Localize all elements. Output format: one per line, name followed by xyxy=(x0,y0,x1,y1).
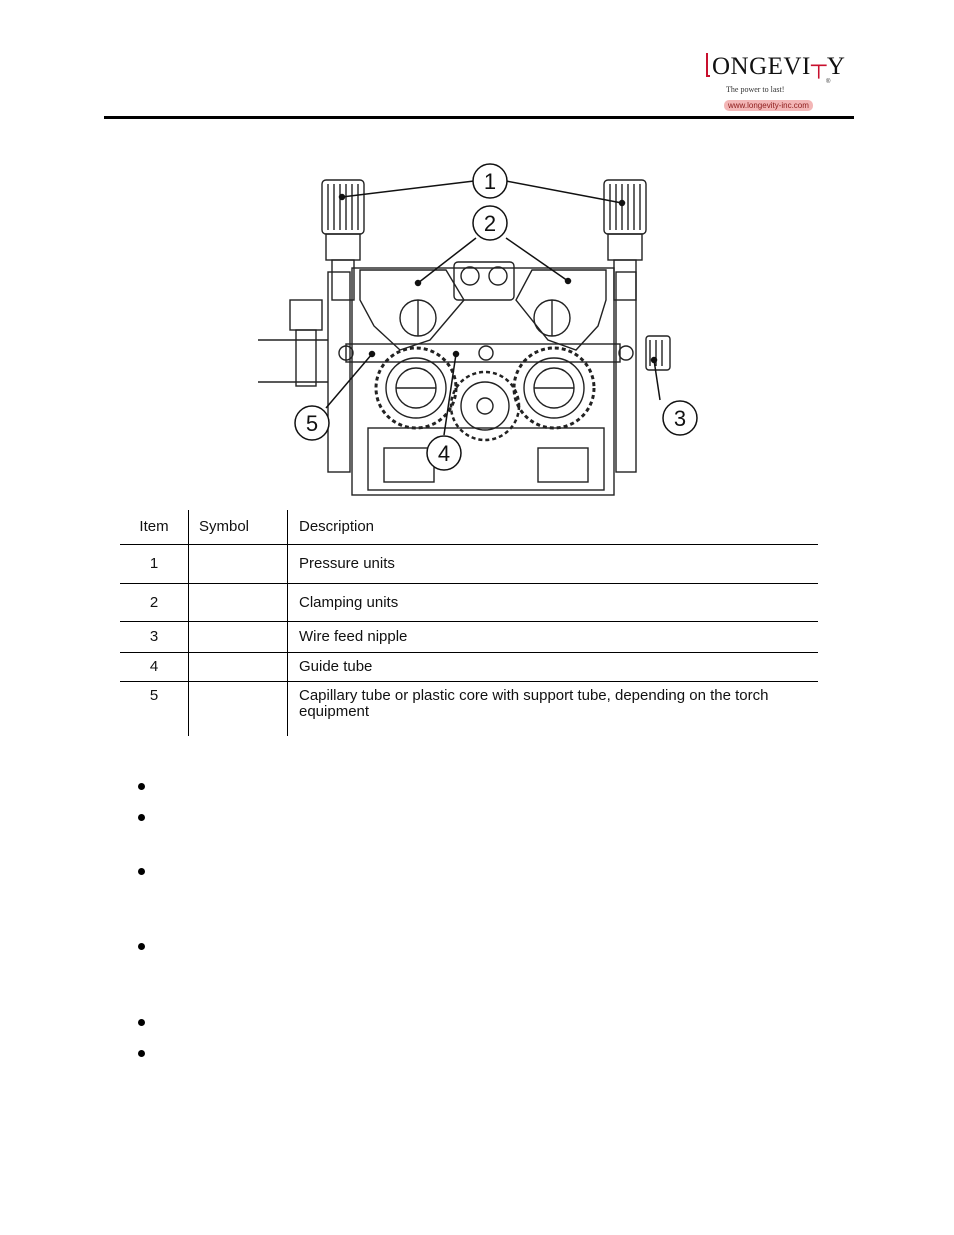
table-row xyxy=(120,682,818,737)
cell-item: 2 xyxy=(120,584,189,622)
header-symbol: Symbol xyxy=(189,510,288,545)
logo-t-mark: ┬ xyxy=(810,52,827,77)
bullet-marker xyxy=(138,1050,145,1057)
cell-item: 4 xyxy=(120,653,189,682)
header-item: Item xyxy=(120,510,189,545)
table-row xyxy=(120,653,818,682)
cell-description: Wire feed nipple xyxy=(288,622,819,653)
center-gear xyxy=(451,372,519,440)
cell-item: 5 xyxy=(149,687,159,704)
inlet-fitting xyxy=(258,300,328,386)
bullet-marker xyxy=(138,814,145,821)
cell-description: Capillary tube or plastic core with support tube, depending on the torch equipment xyxy=(299,687,769,720)
bullet-marker xyxy=(138,868,145,875)
bullet-marker xyxy=(138,1019,145,1026)
callout-label-5: 5 xyxy=(305,411,319,436)
cell-symbol xyxy=(189,545,288,584)
logo-brand-tail: Y xyxy=(826,53,846,80)
logo-url: www.longevity-inc.com xyxy=(724,100,813,111)
callout-label-3: 3 xyxy=(673,406,687,431)
table-row xyxy=(120,584,818,622)
housing-lower xyxy=(368,428,604,490)
left-rail xyxy=(328,272,350,472)
cell-symbol xyxy=(189,622,288,653)
clamping-arm-left xyxy=(360,270,464,350)
cell-item: 3 xyxy=(120,622,189,653)
cell-symbol xyxy=(189,682,288,737)
cell-description: Clamping units xyxy=(288,584,819,622)
pressure-knob-right xyxy=(604,180,646,300)
cell-description: Guide tube xyxy=(288,653,819,682)
wire-feed-diagram xyxy=(250,150,710,505)
table-row xyxy=(120,545,818,584)
cell-item: 1 xyxy=(120,545,189,584)
table-row xyxy=(120,622,818,653)
callout-label-1: 1 xyxy=(483,169,497,194)
lower-slot-right xyxy=(538,448,588,482)
callout-label-2: 2 xyxy=(483,211,497,236)
header-description: Description xyxy=(288,510,819,545)
wire-feed-nipple xyxy=(646,336,670,370)
logo-l-mark xyxy=(706,53,710,77)
bullet-marker xyxy=(138,783,145,790)
cell-description: Pressure units xyxy=(288,545,819,584)
table-header-row xyxy=(120,510,818,545)
logo-wordmark xyxy=(706,52,845,81)
cell-symbol xyxy=(189,653,288,682)
callout-label-4: 4 xyxy=(437,441,451,466)
clamping-arm-right xyxy=(516,270,606,350)
bullet-marker xyxy=(138,943,145,950)
logo-registered-mark: ® xyxy=(826,79,831,85)
company-logo xyxy=(700,52,860,114)
right-rail xyxy=(616,272,636,472)
logo-tagline: The power to last! xyxy=(726,85,785,94)
drive-gear-right xyxy=(514,348,594,428)
drive-gear-left xyxy=(376,348,456,428)
header-rule xyxy=(104,116,854,119)
parts-table xyxy=(120,510,818,736)
cell-symbol xyxy=(189,584,288,622)
logo-brand-text: ONGEVI xyxy=(712,53,811,80)
